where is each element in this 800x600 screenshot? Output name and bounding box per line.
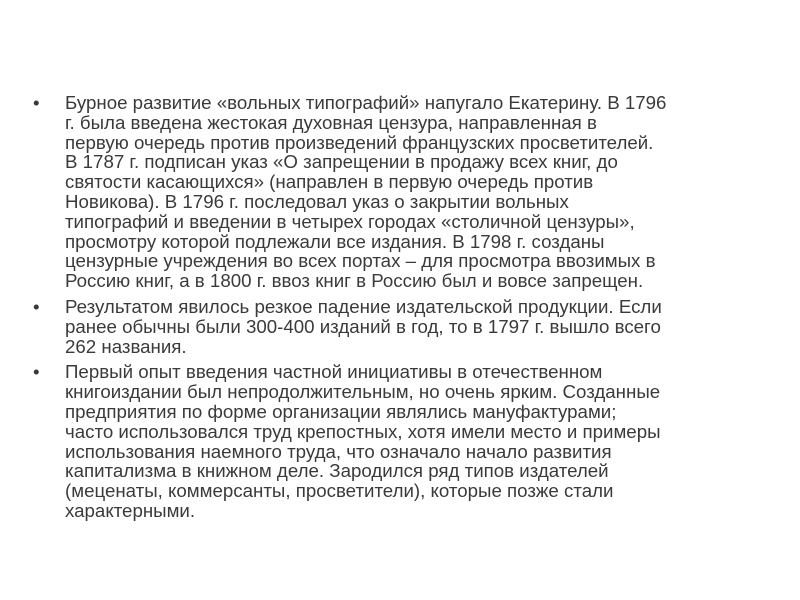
paragraph-line: Первый опыт введения частной инициативы в отечественном: [65, 361, 603, 383]
paragraph-line: В 1787 г. подписан указ «О запрещении в продажу всех книг, до: [65, 151, 618, 173]
paragraph-line: предприятия по форме организации являлись мануфактурами;: [65, 400, 617, 422]
paragraph-line: просмотру которой подлежали все издания. В 1798 г. созданы: [65, 230, 605, 252]
bullet-icon: •: [33, 361, 40, 383]
paragraph-line: использования наемного труда, что означало начало развития: [65, 440, 612, 462]
paragraph-line: святости касающихся» (направлен в первую очередь против: [65, 171, 594, 193]
bullet-item-1: [30, 93, 775, 291]
paragraph-line: типографий и введении в четырех городах «столичной цензуры»,: [65, 210, 635, 232]
paragraph-line: ранее обычны были 300-400 изданий в год, то в 1797 г. вышло всего: [65, 315, 661, 337]
paragraph-line: Результатом явилось резкое падение издательской продукции. Если: [65, 295, 662, 317]
paragraph-line: 262 названия.: [65, 335, 187, 357]
paragraph-line: цензурные учреждения во всех портах – для просмотра ввозимых в: [65, 250, 656, 272]
bullet-list: [30, 93, 775, 527]
paragraph-line: капитализма в книжном деле. Зародился ряд типов издателей: [65, 460, 609, 482]
bullet-item-3: [30, 362, 775, 520]
paragraph-line: (меценаты, коммерсанты, просветители), которые позже стали: [65, 480, 614, 502]
bullet-icon: •: [33, 295, 40, 317]
paragraph-line: г. была введена жестокая духовная цензура, направленная в: [65, 111, 597, 133]
bullet-icon: •: [33, 92, 40, 113]
paragraph-line: часто использовался труд крепостных, хотя имели место и примеры: [65, 420, 661, 442]
bullet-item-2: [30, 297, 775, 356]
paragraph-line: Бурное развитие «вольных типографий» напугало Екатерину. В 1796: [65, 92, 667, 113]
paragraph-line: книгоиздании был непродолжительным, но очень ярким. Созданные: [65, 381, 661, 403]
paragraph-line: характерными.: [65, 499, 196, 521]
paragraph-line: первую очередь против произведений французских просветителей.: [65, 131, 654, 153]
paragraph-line: Новикова). В 1796 г. последовал указ о закрытии вольных: [65, 190, 569, 212]
paragraph-line: Россию книг, а в 1800 г. ввоз книг в Россию был и вовсе запрещен.: [65, 270, 644, 292]
